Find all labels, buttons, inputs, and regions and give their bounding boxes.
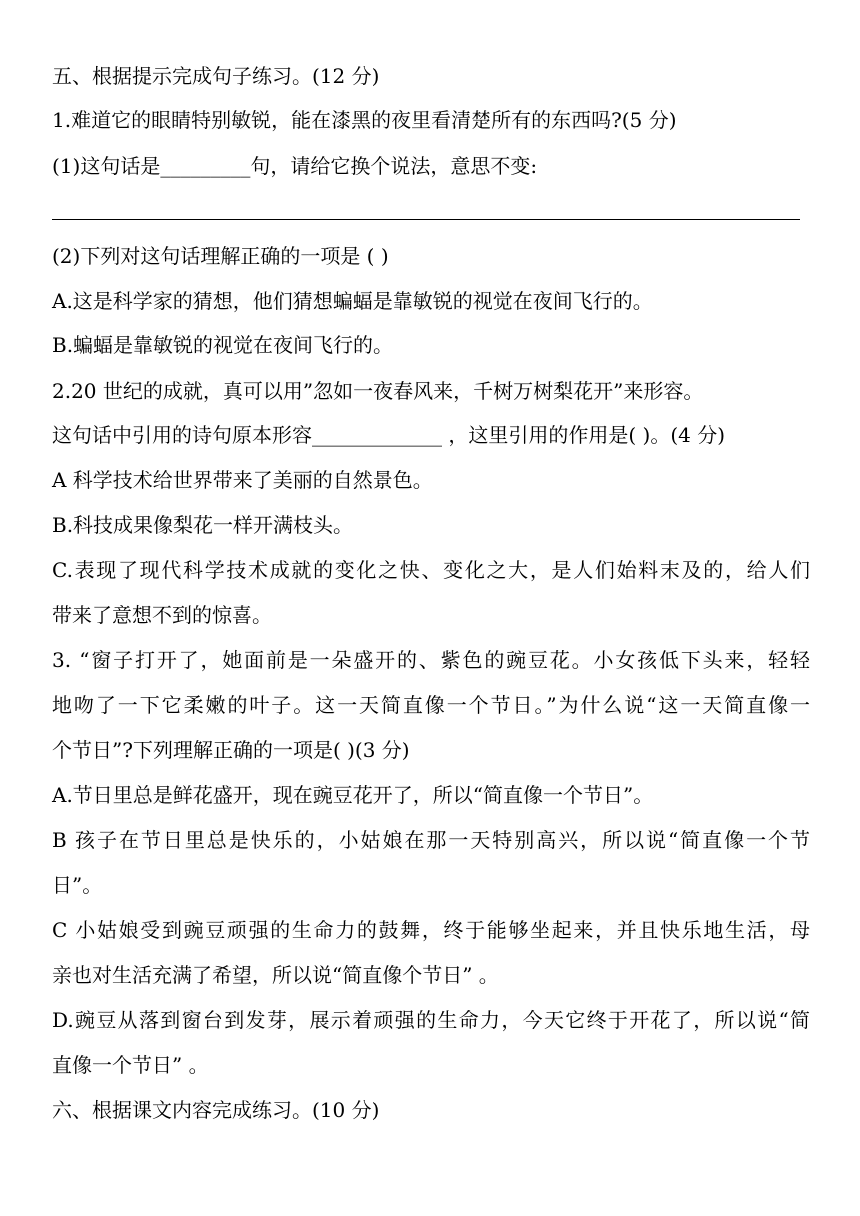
question-3-line-2: 地吻了一下它柔嫩的叶子。这一天简直像一个节日。”为什么说“这一天简直像一 [52, 693, 810, 717]
option-3b-line-1: B 孩子在节日里总是快乐的，小姑娘在那一天特别高兴，所以说“简直像一个节 [52, 828, 810, 852]
section-five-heading: 五、根据提示完成句子练习。(12 分) [52, 64, 380, 88]
option-3c-line-1: C 小姑娘受到豌豆顽强的生命力的鼓舞，终于能够坐起来，并且快乐地生活，母 [52, 918, 810, 942]
option-3c-line-2: 亲也对生活充满了希望，所以说“简直像个节日” 。 [52, 963, 499, 987]
question-3-line-1: 3. “窗子打开了，她面前是一朵盛开的、紫色的豌豆花。小女孩低下头来，轻轻 [52, 648, 810, 672]
question-1-text: 1.难道它的眼睛特别敏锐，能在漆黑的夜里看清楚所有的东西吗?(5 分) [52, 108, 677, 132]
option-1b: B.蝙蝠是靠敏锐的视觉在夜间飞行的。 [52, 333, 394, 357]
question-1-part-2: (2)下列对这句话理解正确的一项是 ( ) [52, 244, 389, 268]
question-2-prompt: 这句话中引用的诗句原本形容_____________ ，这里引用的作用是( )。(4 分) [52, 423, 726, 447]
answer-line [52, 219, 800, 220]
option-2a: A 科学技术给世界带来了美丽的自然景色。 [52, 468, 433, 492]
option-3a: A.节日里总是鲜花盛开，现在豌豆花开了，所以“简直像一个节日”。 [52, 783, 654, 807]
option-3d-line-1: D.豌豆从落到窗台到发芽，展示着顽强的生命力，今天它终于开花了，所以说“简 [52, 1008, 810, 1032]
section-six-heading: 六、根据课文内容完成练习。(10 分) [52, 1098, 380, 1122]
option-1a: A.这是科学家的猜想，他们猜想蝙蝠是靠敏锐的视觉在夜间飞行的。 [52, 289, 653, 313]
question-3-line-3: 个节日”?下列理解正确的一项是( )(3 分) [52, 738, 410, 762]
option-2b: B.科技成果像梨花一样开满枝头。 [52, 513, 354, 537]
option-3d-line-2: 直像一个节日” 。 [52, 1053, 209, 1077]
question-1-part-1: (1)这句话是_________句，请给它换个说法，意思不变: [52, 154, 538, 178]
option-3b-line-2: 日”。 [52, 873, 103, 897]
question-2-text: 2.20 世纪的成就，真可以用”忽如一夜春风来，千树万树梨花开”来形容。 [52, 379, 704, 403]
option-2c-line-2: 带来了意想不到的惊喜。 [52, 603, 272, 627]
option-2c-line-1: C.表现了现代科学技术成就的变化之快、变化之大，是人们始料末及的，给人们 [52, 558, 810, 582]
